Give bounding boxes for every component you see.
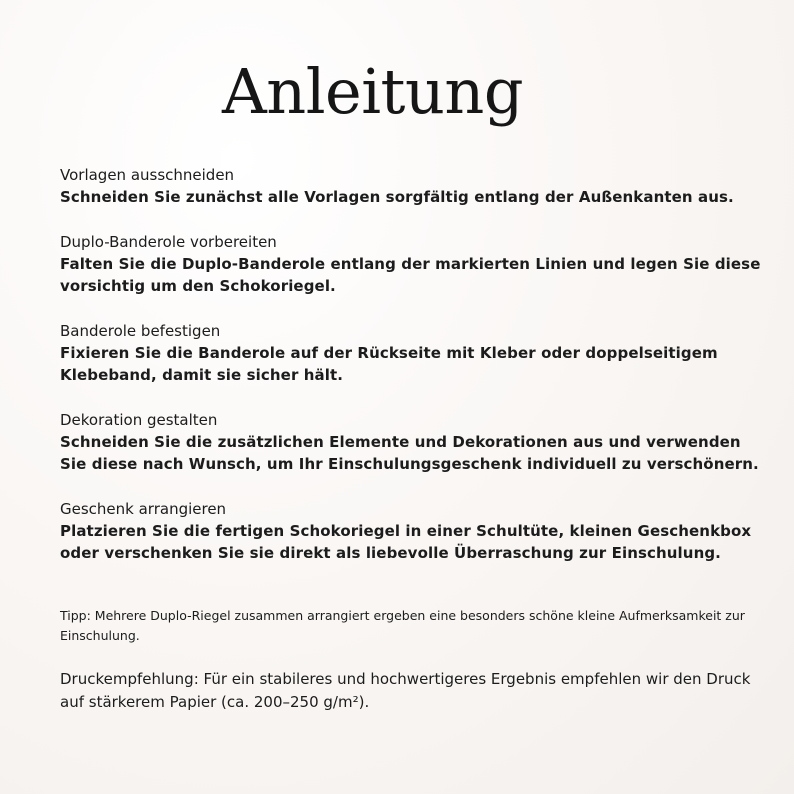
steps-list	[60, 164, 770, 587]
step-body: Fixieren Sie die Banderole auf der Rückseite mit Kleber oder doppelseitigem Klebeband, damit sie sicher hält.	[60, 343, 718, 384]
step-body: Platzieren Sie die fertigen Schokoriegel in einer Schultüte, kleinen Geschenkbox oder verschenken Sie sie direkt als liebevolle Überraschung zur Einschulung.	[60, 521, 752, 562]
step-body: Schneiden Sie zunächst alle Vorlagen sorgfältig entlang der Außenkanten aus.	[60, 188, 734, 206]
step-body: Schneiden Sie die zusätzlichen Elemente und Dekorationen aus und verwenden Sie diese nach Wunsch, um Ihr Einschulungsgeschenk individuell zu verschönern.	[60, 432, 759, 473]
step-decoration	[60, 409, 770, 476]
step-cut-templates	[60, 164, 770, 209]
print-recommendation: Druckempfehlung: Für ein stabileres und hochwertigeres Ergebnis empfehlen wir den Druck auf stärkerem Papier (ca. 200–250 g/m²).	[60, 670, 751, 711]
page-title: Anleitung	[221, 55, 524, 128]
step-body: Falten Sie die Duplo-Banderole entlang der markierten Linien und legen Sie diese vorsichtig um den Schokoriegel.	[60, 254, 761, 295]
step-prepare-banderole	[60, 231, 770, 298]
step-heading: Vorlagen ausschneiden	[60, 166, 235, 184]
step-heading: Geschenk arrangieren	[60, 499, 227, 518]
step-heading: Duplo-Banderole vorbereiten	[60, 232, 277, 251]
step-attach-banderole	[60, 320, 770, 387]
step-heading: Dekoration gestalten	[60, 410, 218, 429]
step-arrange-gift	[60, 498, 770, 565]
tip-note: Tipp: Mehrere Duplo-Riegel zusammen arrangiert ergeben eine besonders schöne kleine Aufmerksamkeit zur Einschulung.	[60, 608, 745, 643]
step-heading: Banderole befestigen	[60, 321, 221, 340]
